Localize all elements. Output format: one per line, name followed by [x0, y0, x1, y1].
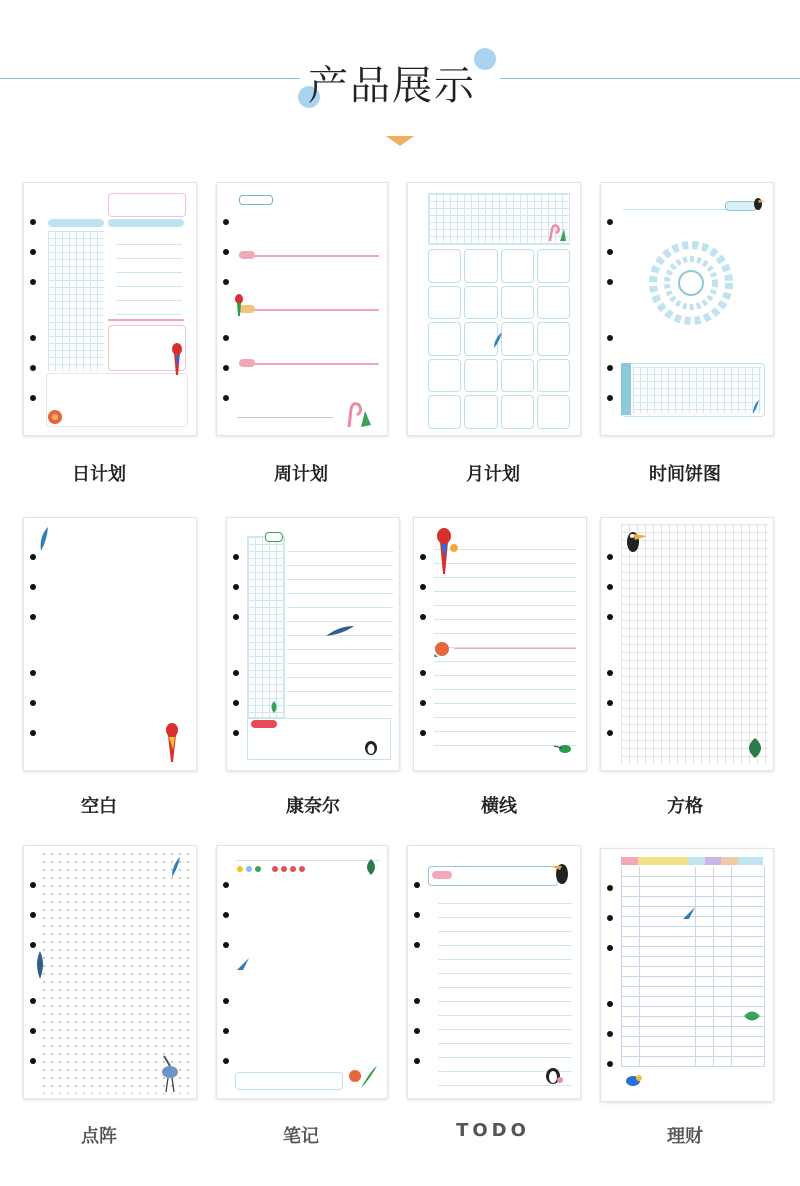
day-line	[239, 255, 379, 257]
toucan-icon	[751, 195, 765, 211]
product-label: TODO	[456, 1120, 530, 1141]
time-table-grid	[633, 367, 761, 413]
cue-column	[247, 536, 285, 718]
day-line	[239, 363, 379, 365]
hummingbird-icon	[552, 736, 578, 762]
binder-holes	[607, 518, 615, 770]
heron-icon	[156, 1052, 186, 1094]
header-line-left	[0, 78, 300, 79]
flamingo-icon	[341, 397, 375, 429]
feather-icon	[751, 399, 761, 415]
product-label: 日计划	[72, 464, 126, 485]
binder-holes	[420, 518, 428, 770]
product-card-monthly[interactable]	[407, 182, 581, 436]
leaf-icon	[363, 858, 379, 876]
product-label: 周计划	[274, 464, 328, 485]
footer-line	[237, 417, 333, 418]
binder-holes	[607, 849, 615, 1101]
schedule-grid	[48, 231, 104, 371]
status-icons-row	[235, 864, 305, 874]
binder-holes	[233, 518, 241, 770]
schedule-tag	[48, 219, 104, 227]
flamingo-icon	[544, 221, 568, 243]
notes-footer-box	[235, 1072, 343, 1090]
binder-holes	[30, 183, 38, 435]
binder-holes	[414, 846, 422, 1098]
header-line-right	[500, 78, 800, 79]
feather-icon	[38, 526, 50, 552]
parrot-icon	[623, 1071, 645, 1091]
date-box	[108, 193, 186, 217]
finance-rows	[621, 867, 765, 1067]
penguin-icon	[361, 736, 381, 756]
product-label: 月计划	[466, 464, 520, 485]
summary-tag	[251, 720, 277, 728]
section-divider	[108, 319, 184, 321]
day-tag	[239, 251, 255, 259]
binder-holes	[30, 518, 38, 770]
feather-icon	[492, 331, 504, 349]
todo-lines	[116, 231, 182, 315]
feather-icon	[170, 856, 182, 878]
parrot-icon	[162, 720, 182, 764]
product-label: 点阵	[81, 1126, 117, 1147]
product-label: 方格	[667, 796, 703, 817]
parrot-icon	[233, 293, 245, 317]
binder-holes	[607, 183, 615, 435]
cue-tag	[265, 532, 283, 542]
toucan-icon	[550, 854, 574, 890]
column-line	[713, 867, 714, 1067]
square-grid	[621, 524, 769, 764]
flower-icon	[345, 1060, 379, 1090]
product-card-notes[interactable]	[216, 845, 388, 1099]
penguin-icon	[542, 1064, 564, 1086]
parrot-icon	[170, 341, 184, 377]
toucan-icon	[623, 524, 649, 558]
day-line	[239, 309, 379, 311]
product-card-finance[interactable]	[600, 848, 774, 1102]
todo-header-tag	[432, 871, 452, 879]
product-label: 笔记	[283, 1126, 319, 1147]
todo-tag	[108, 219, 184, 227]
chevron-down-icon	[386, 136, 414, 146]
flower-icon	[432, 640, 452, 658]
finance-header-row	[621, 857, 763, 865]
product-card-dot[interactable]	[23, 845, 197, 1099]
leaf-icon	[743, 736, 767, 760]
column-line	[731, 867, 732, 1067]
binder-holes	[223, 846, 231, 1098]
leaf-icon	[743, 1009, 761, 1023]
parrot-icon	[432, 524, 458, 576]
time-table-side	[621, 363, 631, 415]
todo-lines	[438, 890, 572, 1086]
product-card-weekly[interactable]	[216, 182, 388, 436]
memo-box	[46, 373, 188, 427]
feather-icon	[34, 950, 46, 980]
flower-icon	[44, 407, 66, 427]
column-line	[695, 867, 696, 1067]
divider-line	[454, 648, 576, 649]
product-card-time-pie[interactable]	[600, 182, 774, 436]
header-dot-top	[474, 48, 496, 70]
product-card-lined[interactable]	[413, 517, 587, 771]
header-line	[235, 860, 381, 861]
product-label: 康奈尔	[286, 796, 340, 817]
product-label: 理财	[667, 1126, 703, 1147]
page-title: 产品展示	[308, 63, 476, 109]
product-card-blank[interactable]	[23, 517, 197, 771]
product-card-grid[interactable]	[600, 517, 774, 771]
day-tag	[239, 359, 255, 367]
column-line	[639, 867, 640, 1067]
product-card-todo[interactable]	[407, 845, 581, 1099]
product-card-daily[interactable]	[23, 182, 197, 436]
feather-icon	[325, 624, 355, 638]
feather-icon	[681, 905, 697, 921]
product-label: 横线	[481, 796, 517, 817]
feather-icon	[235, 956, 251, 972]
leaf-icon	[269, 700, 279, 714]
weekly-plan-tag	[239, 195, 273, 205]
product-label: 空白	[81, 796, 117, 817]
product-card-cornell[interactable]	[226, 517, 400, 771]
time-pie-chart	[649, 241, 733, 325]
binder-holes	[223, 183, 231, 435]
product-label: 时间饼图	[649, 464, 721, 485]
